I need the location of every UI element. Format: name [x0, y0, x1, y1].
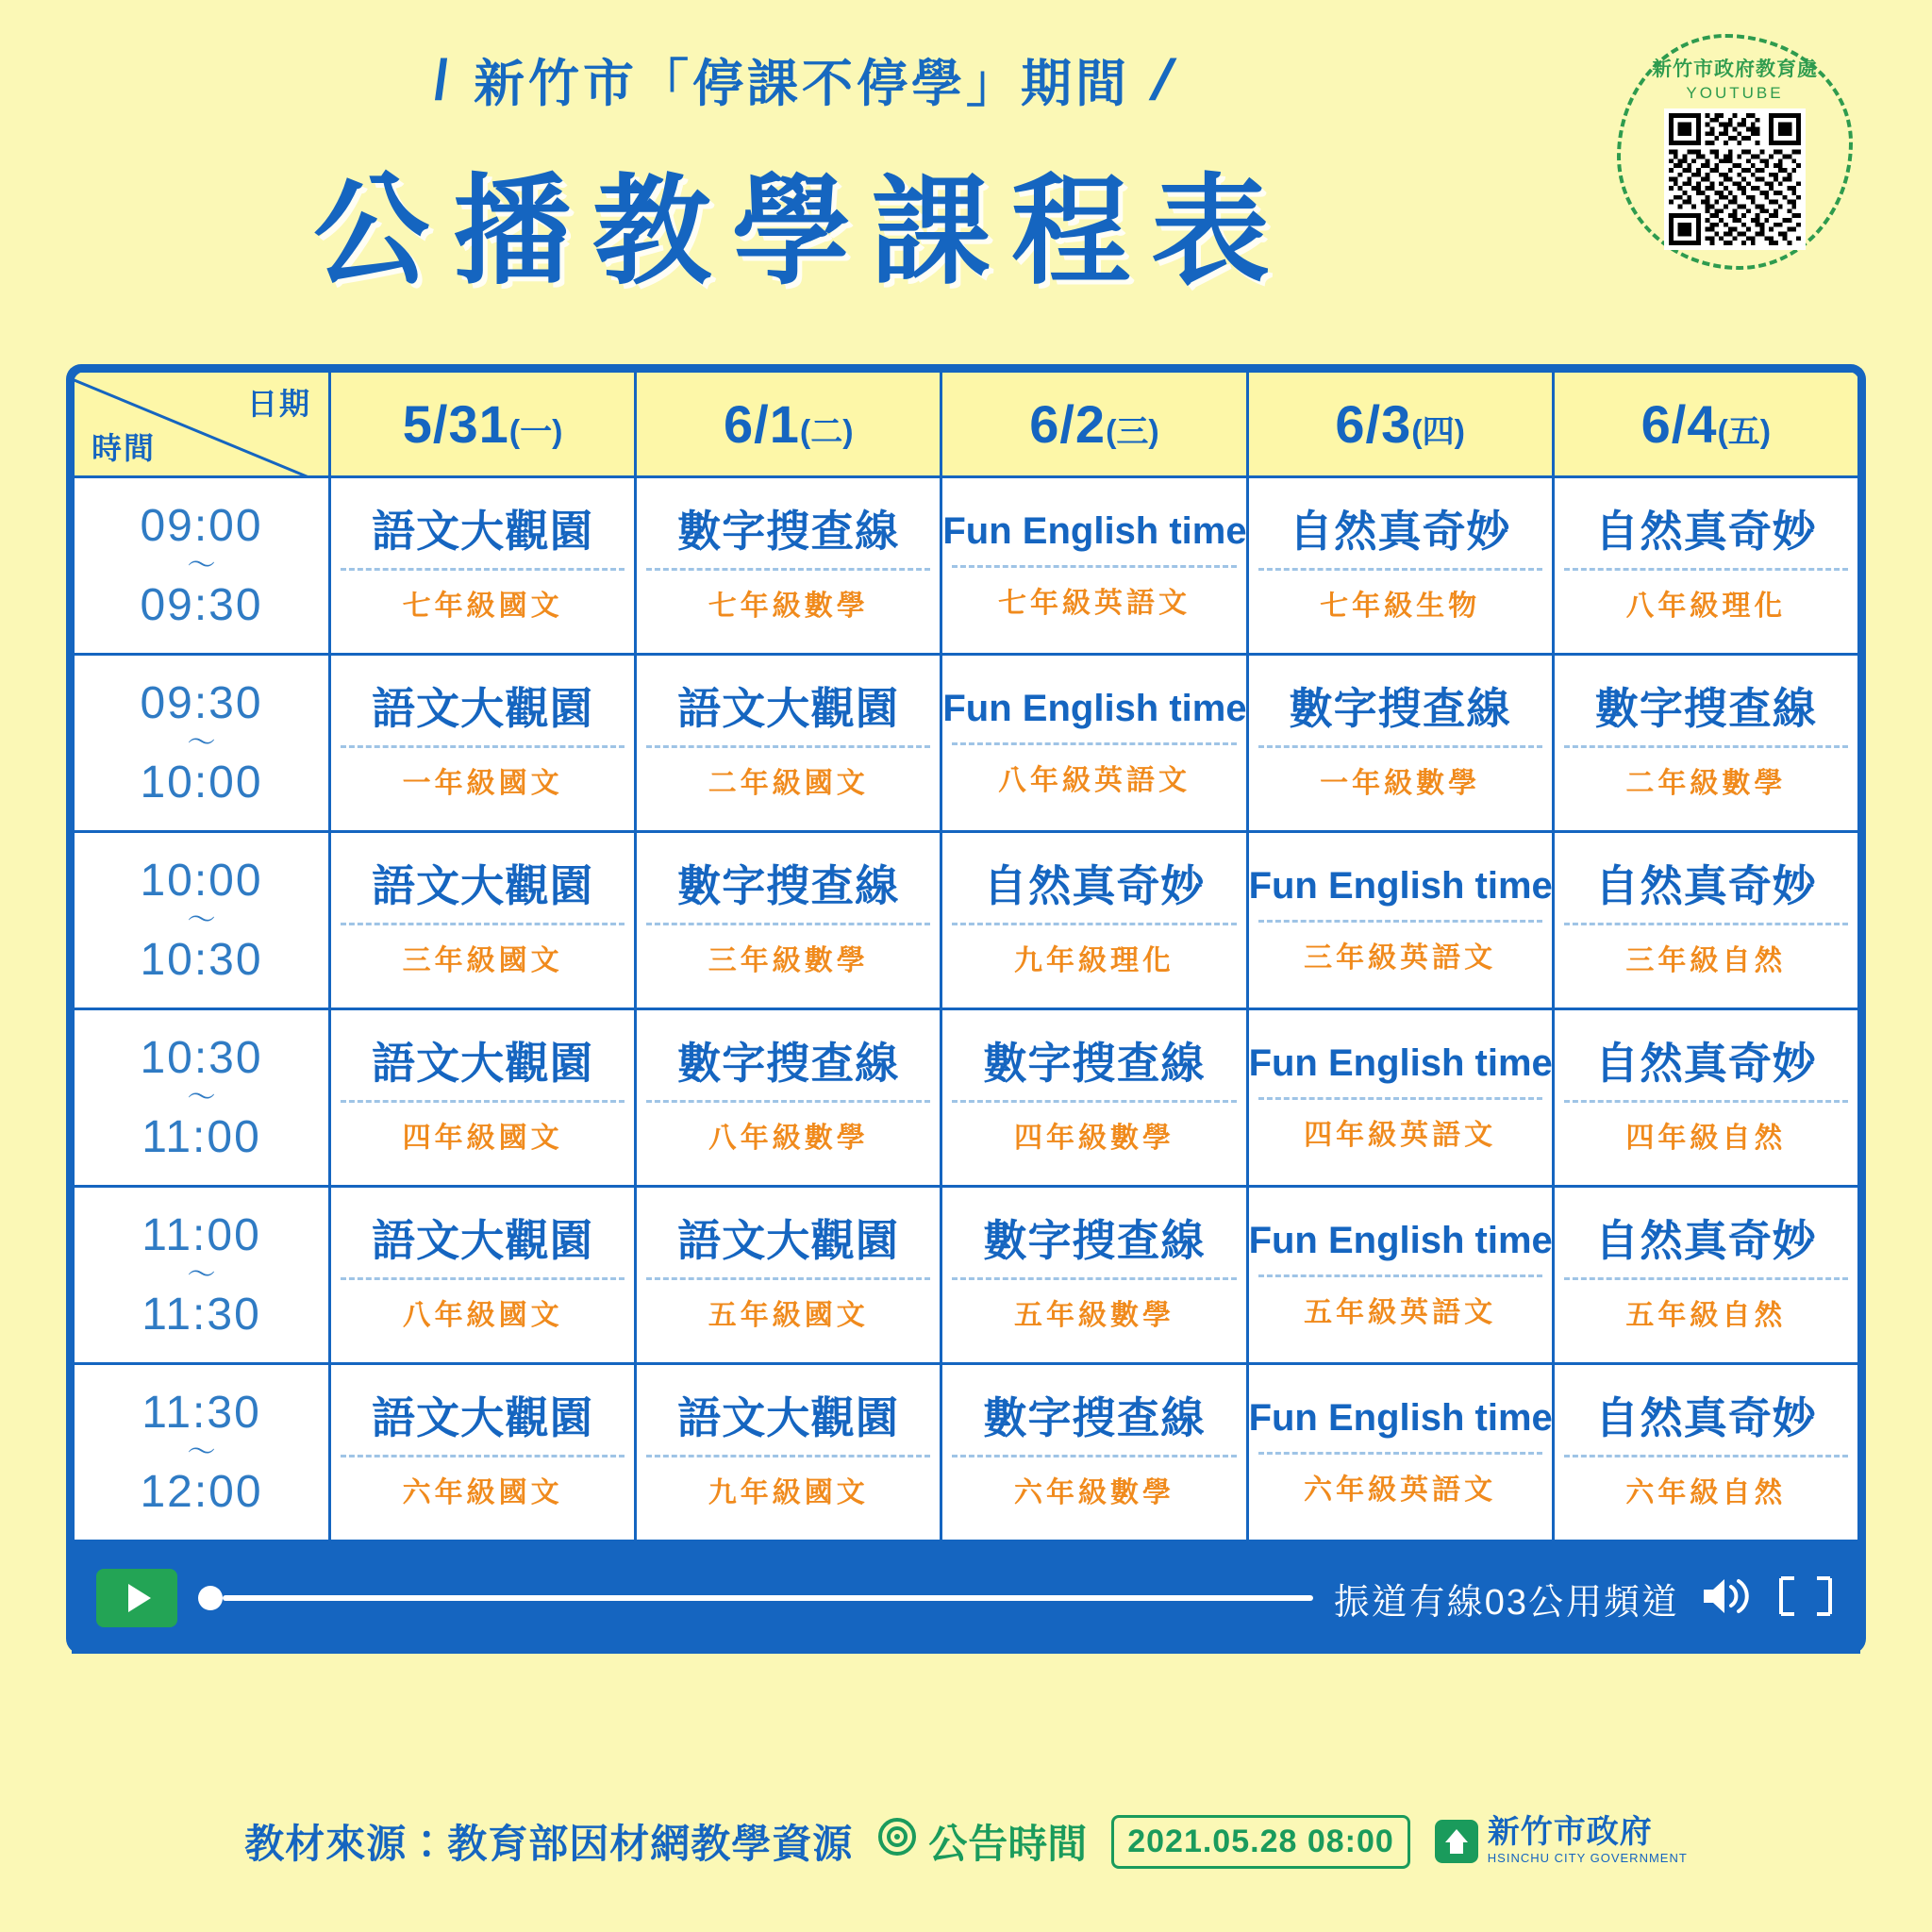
grade-subject: 八年級理化	[1625, 591, 1787, 623]
cell-divider	[952, 742, 1236, 745]
program-name: 語文大觀園	[372, 1392, 594, 1442]
grade-subject: 五年級數學	[1013, 1300, 1174, 1332]
time-start-2: 10:00	[140, 855, 263, 906]
grade-subject: 八年級國文	[402, 1300, 563, 1332]
grade-subject: 一年級國文	[402, 768, 563, 800]
grade-subject: 五年級英語文	[1304, 1297, 1497, 1328]
cell-divider	[341, 745, 625, 748]
grade-subject: 五年級國文	[708, 1300, 869, 1332]
subtitle-row	[0, 43, 1604, 116]
program-name: 數字搜查線	[1594, 683, 1817, 733]
program-name: Fun English time	[1248, 1042, 1553, 1084]
class-cell-4-1	[636, 1187, 941, 1364]
program-name: 語文大觀園	[372, 1038, 594, 1088]
player-bar	[72, 1542, 1860, 1654]
cell-divider	[646, 745, 930, 748]
time-slot-1	[74, 655, 330, 832]
class-cell-2-1	[636, 832, 941, 1009]
cell-divider	[1564, 1455, 1848, 1457]
program-name: 語文大觀園	[677, 1392, 900, 1442]
cell-divider	[1258, 1274, 1542, 1277]
program-name: 自然真奇妙	[1594, 1038, 1817, 1088]
gov-name: 新竹市政府	[1487, 1814, 1653, 1851]
day-week-4: (五)	[1717, 414, 1772, 450]
time-start-3: 10:30	[140, 1032, 263, 1083]
qr-code-icon[interactable]	[1664, 108, 1806, 250]
class-cell-1-4	[1553, 655, 1858, 832]
page-subtitle: 新竹市「停課不停學」期間	[474, 56, 1130, 112]
day-date-1: 6/1	[724, 394, 800, 454]
cell-divider	[341, 923, 625, 925]
play-icon[interactable]	[96, 1569, 177, 1627]
program-name: 自然真奇妙	[1594, 860, 1817, 910]
grade-subject: 七年級英語文	[997, 588, 1191, 619]
time-end-0: 09:30	[140, 579, 263, 630]
grade-subject: 四年級英語文	[1304, 1120, 1497, 1151]
program-name: Fun English time	[942, 510, 1247, 552]
table-header-row	[74, 372, 1859, 477]
page-footer	[0, 1813, 1932, 1870]
program-name: 語文大觀園	[677, 1215, 900, 1265]
program-name: 語文大觀園	[372, 1215, 594, 1265]
program-name: 自然真奇妙	[983, 860, 1206, 910]
schedule-card	[66, 364, 1866, 1654]
cell-divider	[1564, 1277, 1848, 1280]
target-icon	[877, 1817, 917, 1866]
cell-divider	[341, 1455, 625, 1457]
class-cell-4-2	[941, 1187, 1247, 1364]
time-start-0: 09:00	[140, 500, 263, 551]
grade-subject: 八年級數學	[708, 1123, 869, 1155]
program-name: 自然真奇妙	[1594, 506, 1817, 556]
class-cell-2-3	[1247, 832, 1553, 1009]
slider-knob[interactable]	[198, 1586, 223, 1610]
grade-subject: 三年級自然	[1625, 945, 1787, 977]
announce-group	[877, 1813, 1087, 1870]
table-row	[74, 832, 1859, 1009]
program-name: Fun English time	[1248, 1397, 1553, 1439]
time-tilde-0: ～	[187, 549, 216, 581]
time-end-1: 10:00	[140, 757, 263, 808]
grade-subject: 三年級國文	[402, 945, 563, 977]
class-cell-5-3	[1247, 1364, 1553, 1541]
class-cell-3-0	[330, 1009, 636, 1187]
corner-time-label: 時間	[92, 431, 157, 465]
table-row	[74, 655, 1859, 832]
program-name: 數字搜查線	[983, 1215, 1206, 1265]
cell-divider	[952, 923, 1236, 925]
program-name: Fun English time	[942, 688, 1247, 729]
grade-subject: 三年級數學	[708, 945, 869, 977]
volume-icon[interactable]	[1700, 1574, 1755, 1623]
class-cell-1-3	[1247, 655, 1553, 832]
program-name: 數字搜查線	[1289, 683, 1511, 733]
program-name: 語文大觀園	[372, 506, 594, 556]
time-tilde-2: ～	[187, 904, 216, 936]
class-cell-3-1	[636, 1009, 941, 1187]
day-date-4: 6/4	[1641, 394, 1718, 454]
government-logo	[1435, 1816, 1688, 1867]
time-slot-4	[74, 1187, 330, 1364]
class-cell-1-0	[330, 655, 636, 832]
gov-name-en: HSINCHU CITY GOVERNMENT	[1487, 1850, 1688, 1865]
slash-left-icon: \	[423, 48, 459, 111]
table-row	[74, 1364, 1859, 1541]
grade-subject: 六年級國文	[402, 1477, 563, 1509]
program-name: 自然真奇妙	[1594, 1215, 1817, 1265]
grade-subject: 三年級英語文	[1304, 942, 1497, 974]
class-cell-4-0	[330, 1187, 636, 1364]
progress-slider[interactable]	[198, 1584, 1313, 1612]
day-week-3: (四)	[1411, 414, 1465, 450]
program-name: 語文大觀園	[372, 860, 594, 910]
cell-divider	[646, 1277, 930, 1280]
corner-date-label: 日期	[246, 387, 311, 421]
cell-divider	[1258, 568, 1542, 571]
program-name: 語文大觀園	[677, 683, 900, 733]
class-cell-4-3	[1247, 1187, 1553, 1364]
cell-divider	[646, 1100, 930, 1103]
cell-divider	[1564, 1100, 1848, 1103]
cell-divider	[1258, 1097, 1542, 1100]
program-name: 自然真奇妙	[1594, 1392, 1817, 1442]
cell-divider	[1258, 920, 1542, 923]
class-cell-0-3	[1247, 477, 1553, 655]
cell-divider	[646, 568, 930, 571]
table-row	[74, 1009, 1859, 1187]
class-cell-1-1	[636, 655, 941, 832]
program-name: 數字搜查線	[983, 1038, 1206, 1088]
channel-label: 振道有線03公用頻道	[1333, 1582, 1679, 1623]
class-cell-4-4	[1553, 1187, 1858, 1364]
day-week-0: (一)	[508, 414, 563, 450]
class-cell-3-4	[1553, 1009, 1858, 1187]
day-date-2: 6/2	[1029, 394, 1107, 454]
class-cell-3-2	[941, 1009, 1247, 1187]
cell-divider	[1564, 568, 1848, 571]
gov-mark-icon	[1435, 1820, 1478, 1863]
class-cell-3-3	[1247, 1009, 1553, 1187]
time-tilde-3: ～	[187, 1081, 216, 1113]
time-tilde-4: ～	[187, 1258, 216, 1291]
time-end-5: 12:00	[140, 1466, 263, 1517]
announce-time: 2021.05.28 08:00	[1111, 1815, 1410, 1869]
program-name: 數字搜查線	[983, 1392, 1206, 1442]
time-end-2: 10:30	[140, 934, 263, 985]
slash-right-icon: /	[1144, 48, 1181, 111]
class-cell-0-2	[941, 477, 1247, 655]
program-name: 數字搜查線	[677, 506, 900, 556]
cell-divider	[341, 1277, 625, 1280]
grade-subject: 二年級數學	[1625, 768, 1787, 800]
day-week-2: (三)	[1106, 414, 1159, 450]
cell-divider	[952, 565, 1236, 568]
grade-subject: 八年級英語文	[997, 765, 1191, 796]
cell-divider	[646, 923, 930, 925]
class-cell-2-2	[941, 832, 1247, 1009]
time-slot-0	[74, 477, 330, 655]
grade-subject: 七年級國文	[402, 591, 563, 623]
class-cell-5-4	[1553, 1364, 1858, 1541]
grade-subject: 二年級國文	[708, 768, 869, 800]
grade-subject: 六年級數學	[1013, 1477, 1174, 1509]
page-title: 公播教學課程表	[313, 165, 1291, 298]
class-cell-0-0	[330, 477, 636, 655]
day-week-1: (二)	[799, 414, 854, 450]
qr-badge-subtitle: YOUTUBE	[1686, 84, 1784, 102]
class-cell-5-2	[941, 1364, 1247, 1541]
grade-subject: 六年級自然	[1625, 1477, 1787, 1509]
day-date-0: 5/31	[402, 394, 509, 454]
slider-track[interactable]	[223, 1595, 1313, 1601]
day-date-3: 6/3	[1335, 394, 1412, 454]
time-tilde-1: ～	[187, 726, 216, 758]
qr-badge[interactable]	[1617, 34, 1853, 270]
grade-subject: 九年級國文	[708, 1477, 869, 1509]
day-header-0	[330, 372, 636, 477]
day-header-3	[1247, 372, 1553, 477]
cell-divider	[341, 568, 625, 571]
cell-divider	[952, 1277, 1236, 1280]
program-name: 語文大觀園	[372, 683, 594, 733]
grade-subject: 六年級英語文	[1304, 1474, 1497, 1506]
table-row	[74, 1187, 1859, 1364]
time-tilde-5: ～	[187, 1436, 216, 1468]
cell-divider	[952, 1455, 1236, 1457]
time-start-5: 11:30	[142, 1387, 261, 1438]
class-cell-1-2	[941, 655, 1247, 832]
cell-divider	[1258, 1452, 1542, 1455]
program-name: Fun English time	[1248, 865, 1553, 907]
grade-subject: 七年級生物	[1320, 591, 1481, 623]
schedule-table	[72, 370, 1860, 1542]
class-cell-2-0	[330, 832, 636, 1009]
grade-subject: 四年級數學	[1013, 1123, 1174, 1155]
cell-divider	[1564, 923, 1848, 925]
time-end-4: 11:30	[142, 1289, 261, 1340]
cell-divider	[952, 1100, 1236, 1103]
grade-subject: 九年級理化	[1013, 945, 1174, 977]
time-slot-5	[74, 1364, 330, 1541]
grade-subject: 一年級數學	[1320, 768, 1481, 800]
class-cell-2-4	[1553, 832, 1858, 1009]
day-header-2	[941, 372, 1247, 477]
time-start-1: 09:30	[140, 677, 263, 728]
time-start-4: 11:00	[142, 1209, 261, 1260]
grade-subject: 四年級自然	[1625, 1123, 1787, 1155]
program-name: 自然真奇妙	[1289, 506, 1511, 556]
class-cell-5-0	[330, 1364, 636, 1541]
program-name: 數字搜查線	[677, 860, 900, 910]
time-end-3: 11:00	[142, 1111, 261, 1162]
class-cell-0-4	[1553, 477, 1858, 655]
cell-divider	[646, 1455, 930, 1457]
grade-subject: 四年級國文	[402, 1123, 563, 1155]
corner-header	[74, 372, 330, 477]
cell-divider	[341, 1100, 625, 1103]
page-header	[0, 43, 1604, 308]
play-triangle	[128, 1584, 151, 1612]
grade-subject: 七年級數學	[708, 591, 869, 623]
program-name: 數字搜查線	[677, 1038, 900, 1088]
time-slot-2	[74, 832, 330, 1009]
program-name: Fun English time	[1248, 1220, 1553, 1261]
day-header-4	[1553, 372, 1858, 477]
announce-label: 公告時間	[928, 1822, 1088, 1866]
table-row	[74, 477, 1859, 655]
class-cell-5-1	[636, 1364, 941, 1541]
cell-divider	[1258, 745, 1542, 748]
grade-subject: 五年級自然	[1625, 1300, 1787, 1332]
material-source: 教材來源：教育部因材網教學資源	[244, 1822, 854, 1866]
day-header-1	[636, 372, 941, 477]
cell-divider	[1564, 745, 1848, 748]
qr-badge-title: 新竹市政府教育處	[1652, 58, 1818, 80]
fullscreen-icon[interactable]	[1775, 1574, 1836, 1623]
class-cell-0-1	[636, 477, 941, 655]
time-slot-3	[74, 1009, 330, 1187]
